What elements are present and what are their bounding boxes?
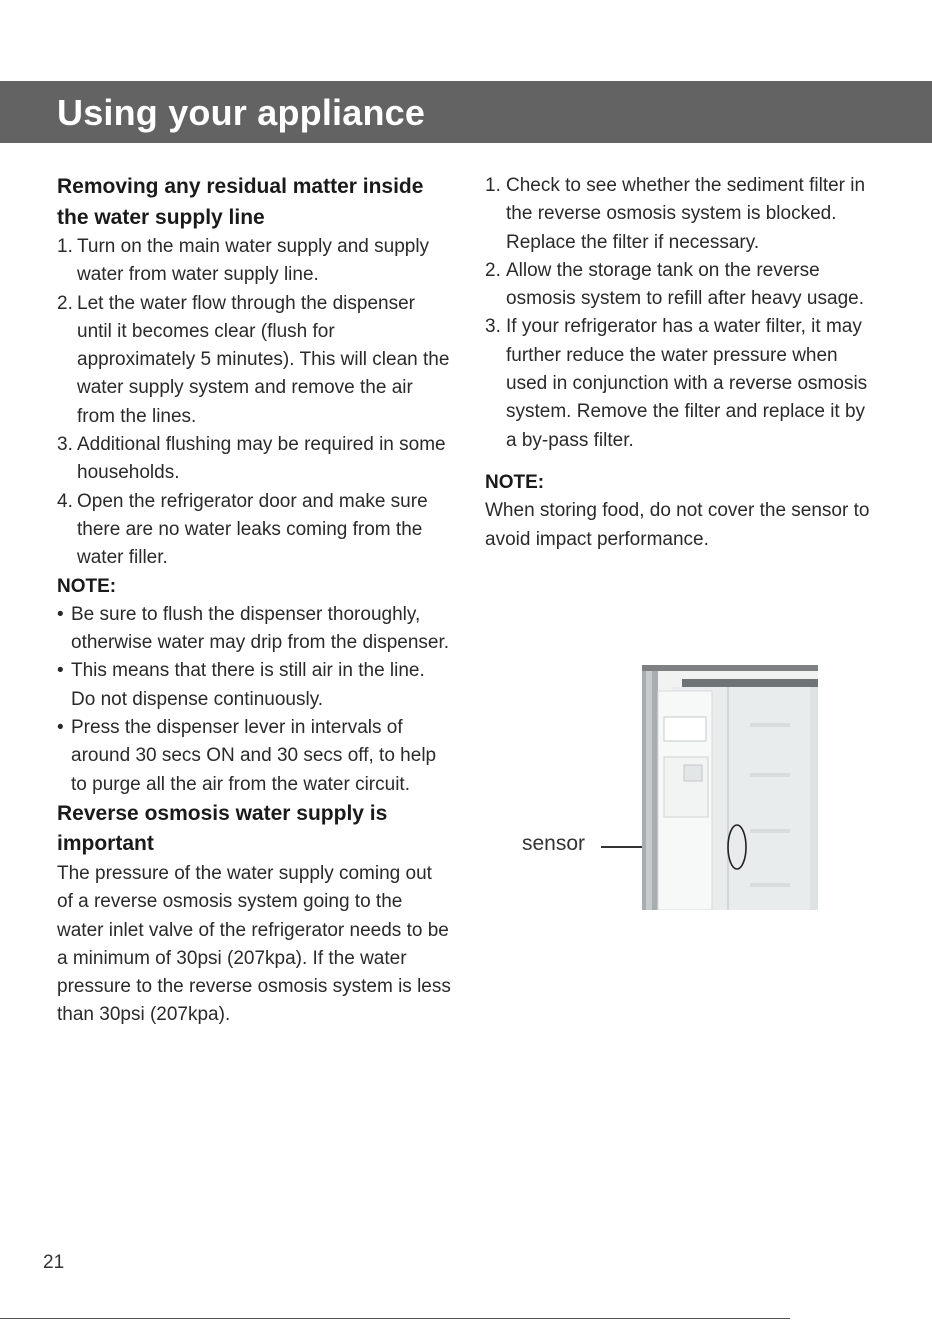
bullet-text: Press the dispenser lever in intervals of around 30 secs ON and 30 secs off, to help to purge all the air from the water circuit.: [71, 717, 437, 795]
list-item: [485, 172, 875, 257]
step-number: 3.: [485, 316, 501, 338]
right-column: [485, 172, 875, 554]
footer-divider: [0, 1318, 790, 1319]
bullet-icon: •: [57, 603, 64, 625]
note-bullets-list: [57, 601, 452, 799]
bullet-text: This means that there is still air in the line. Do not dispense continuously.: [71, 660, 425, 710]
sensor-label: sensor: [522, 832, 586, 855]
step-text: Open the refrigerator door and make sure there are no water leaks coming from the water filler.: [77, 490, 428, 569]
step-text: Let the water flow through the dispenser until it becomes clear (flush for approximately 5 minutes). This will clean the water supply system and remove the air from the lines.: [77, 292, 450, 427]
list-item: [485, 257, 875, 314]
bullet-text: Be sure to flush the dispenser thoroughly, otherwise water may drip from the dispenser.: [71, 603, 450, 654]
step-number: 1.: [485, 175, 501, 196]
flushing-steps-list: [57, 233, 452, 573]
list-item: [57, 233, 452, 290]
list-item: [57, 714, 452, 799]
section-heading-residual-matter: Removing any residual matter inside the water supply line: [57, 175, 424, 229]
section-heading-reverse-osmosis: Reverse osmosis water supply is important: [57, 801, 388, 856]
sensor-figure: [520, 665, 820, 910]
left-column: [57, 172, 452, 1030]
bullet-icon: •: [57, 717, 64, 739]
note-label: NOTE:: [57, 575, 117, 597]
note-text: When storing food, do not cover the sensor to avoid impact performance.: [485, 500, 870, 550]
refrigerator-interior-image: [642, 665, 818, 910]
list-item: [57, 657, 452, 714]
step-text: Check to see whether the sediment filter in the reverse osmosis system is blocked. Replace the filter if necessary.: [506, 175, 866, 253]
step-number: 2.: [57, 292, 73, 314]
step-number: 2.: [485, 259, 501, 281]
step-number: 3.: [57, 434, 73, 456]
step-number: 4.: [57, 490, 73, 512]
list-item: [57, 290, 452, 431]
reverse-osmosis-paragraph: The pressure of the water supply coming out of a reverse osmosis system going to the water inlet valve of the refrigerator needs to be a minimum of 30psi (207kpa). If the water pressure to the reverse osmosis system is less than 30psi (207kpa).: [57, 862, 451, 1026]
step-text: Turn on the main water supply and supply water from water supply line.: [77, 236, 430, 286]
step-text: If your refrigerator has a water filter, it may further reduce the water pressure when used in conjunction with a reverse osmosis system. Remove the filter and replace it by a by-pass filter.: [506, 316, 868, 451]
note-label: NOTE:: [485, 471, 545, 493]
page-number: 21: [43, 1252, 65, 1273]
list-item: [57, 601, 452, 658]
bullet-icon: •: [57, 660, 64, 682]
list-item: [57, 431, 452, 488]
list-item: [485, 313, 875, 454]
page-title: Using your appliance: [57, 92, 426, 133]
note-block: [485, 469, 875, 554]
step-text: Allow the storage tank on the reverse osmosis system to refill after heavy usage.: [506, 259, 864, 310]
troubleshooting-steps-list: [485, 172, 875, 455]
list-item: [57, 488, 452, 573]
step-text: Additional flushing may be required in some households.: [77, 434, 446, 484]
step-number: 1.: [57, 236, 73, 257]
